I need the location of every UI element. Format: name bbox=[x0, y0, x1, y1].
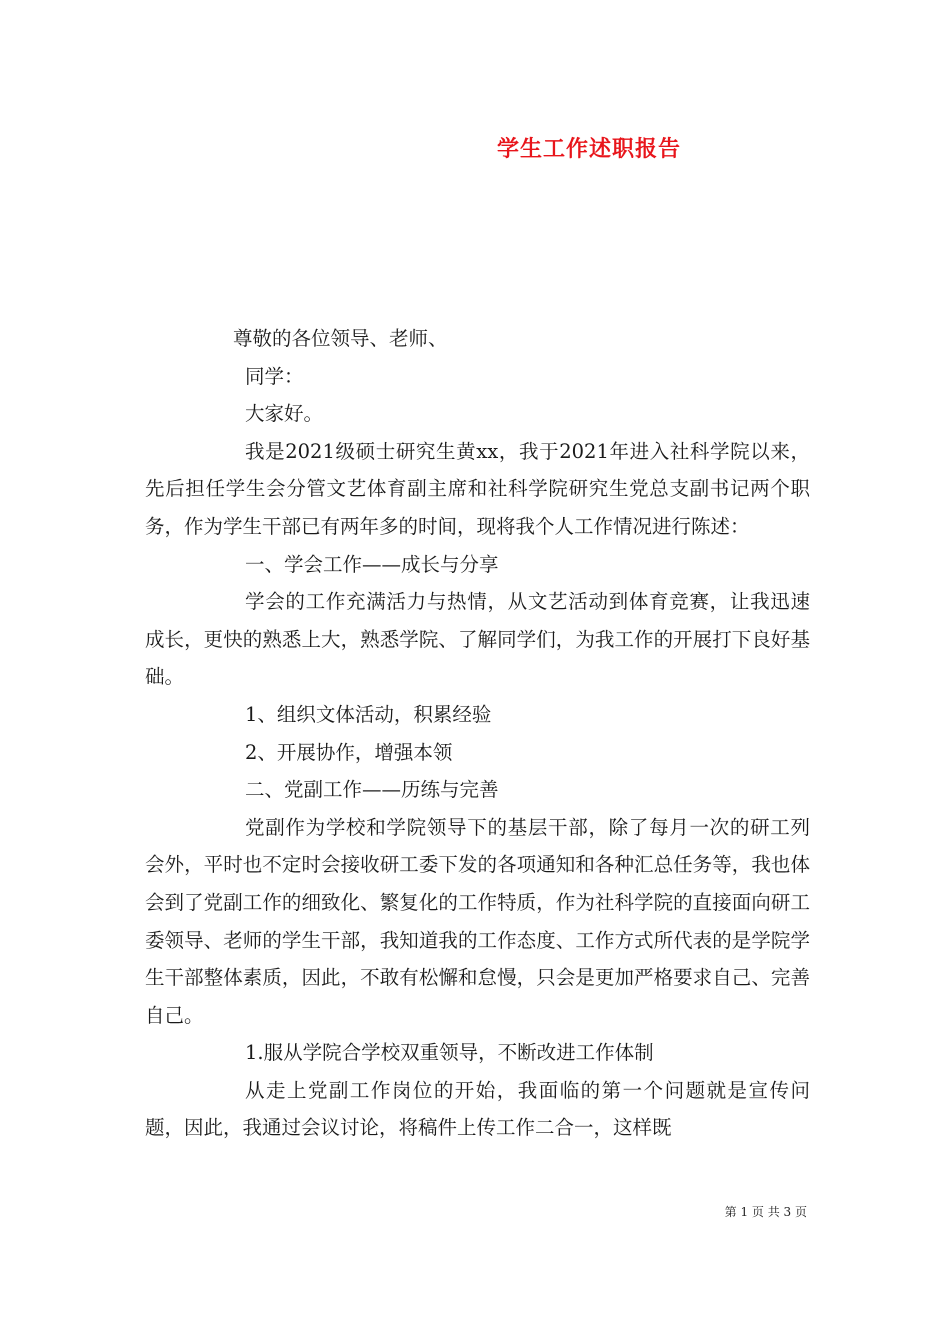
heading-section-2: 二、党副工作——历练与完善 bbox=[245, 778, 499, 802]
subheading-1-1: 1、组织文体活动，积累经验 bbox=[245, 702, 492, 726]
document-title: 学生工作述职报告 bbox=[496, 136, 681, 162]
subheading-2-1: 1.服从学院合学校双重领导，不断改进工作体制 bbox=[245, 1041, 654, 1065]
document-body bbox=[145, 320, 810, 1147]
paragraph-intro: 我是2021级硕士研究生黄xx，我于2021年进入社科学院以来，先后担任学生会分管文艺体育副主席和社科学院研究生党总支副书记两个职务，作为学生干部已有两年多的时间，现将我个人工作情况进行陈述： bbox=[145, 439, 810, 538]
subheading-1-2: 2、开展协作，增强本领 bbox=[245, 740, 453, 764]
paragraph-section-1: 学会的工作充满活力与热情，从文艺活动到体育竞赛，让我迅速成长，更快的熟悉上大，熟悉学院、了解同学们，为我工作的开展打下良好基础。 bbox=[145, 590, 810, 689]
paragraph-hello: 大家好。 bbox=[245, 402, 324, 426]
paragraph-section-2: 党副作为学校和学院领导下的基层干部，除了每月一次的研工列会外，平时也不定时会接收研工委下发的各项通知和各种汇总任务等，我也体会到了党副工作的细致化、繁复化的工作特质，作为社科学院的直接面向研工委领导、老师的学生干部，我知道我的工作态度、工作方式所代表的是学院学生干部整体素质，因此，不敢有松懈和怠慢，只会是更加严格要求自己、完善自己。 bbox=[145, 815, 810, 1027]
paragraph-section-2-1: 从走上党副工作岗位的开始，我面临的第一个问题就是宣传问题，因此，我通过会议讨论，将稿件上传工作二合一，这样既 bbox=[145, 1078, 810, 1140]
heading-section-1: 一、学会工作——成长与分享 bbox=[245, 552, 499, 576]
paragraph-salutation: 尊敬的各位领导、老师、 bbox=[233, 327, 448, 350]
paragraph-greeting-classmates: 同学： bbox=[245, 364, 304, 388]
page-number-footer: 第 1 页 共 3 页 bbox=[724, 1205, 807, 1219]
